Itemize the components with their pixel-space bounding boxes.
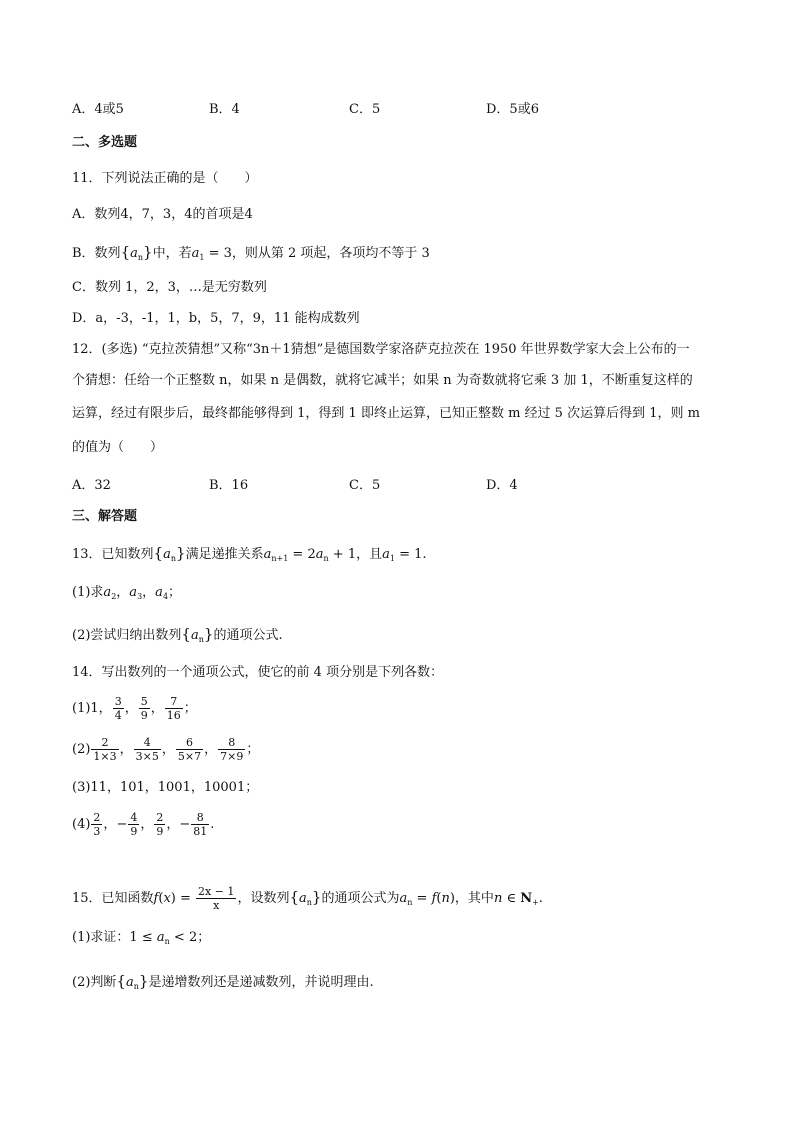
q14-part-1: (1)1， $\frac{3}{4}$ ， $\frac{5}{9}$ ， $\frac{7}{16}$ ；: [72, 695, 197, 722]
q12-option-a: A．32: [72, 478, 111, 493]
q15-pre: 15．已知函数: [72, 891, 154, 906]
q11-option-b: B．数列$\{a_n\}$中，若$a_1 = 3$，则从第 2 项起，各项均不等于 3: [72, 243, 430, 262]
q10-option-a: A．4或5: [72, 102, 124, 117]
frac-num: 3: [114, 695, 122, 708]
q15-p2-pre: (2)判断: [72, 975, 117, 990]
q12-option-b: B．16: [209, 478, 249, 493]
section-heading-multi-choice: 二、多选题: [72, 135, 138, 150]
q12-line-3: 运算，经过有限步后，最终都能够得到 1，得到 1 即终止运算，已知正整数 m 经过 5 次运算后得到 1，则 m: [72, 406, 700, 421]
q11-option-d: D．a，-3，-1，1，b，5，7，9，11 能构成数列: [72, 311, 360, 326]
q14-p1-frac-2: [139, 695, 150, 722]
q12-line-4: 的值为（ ）: [72, 440, 164, 455]
minus-sign: −: [116, 817, 128, 832]
q14-part-2: (2) $\frac{2}{1\times 3}$ ， $\frac{4}{3\times 5}$ ， $\frac{6}{5\times 7}$ ， $\frac{8}{7\times 9}$ ；: [72, 736, 260, 763]
q13-part-2: (2)尝试归纳出数列$\{a_n\}$的通项公式.: [72, 625, 283, 644]
q13-part-1: (1)求$a_2$，$a_3$，$a_4$；: [72, 585, 182, 601]
q14-part-4: (4) $\frac{2}{3}$ ，− $\frac{4}{9}$ ， $\frac{2}{9}$ ，− $\frac{8}{81}$ .: [72, 811, 215, 838]
frac-num: 2: [91, 736, 118, 750]
frac-num: 4: [130, 811, 138, 824]
frac-den: 1×3: [93, 750, 117, 763]
frac-den: 5×7: [177, 750, 202, 763]
q14-p4-frac-4: [191, 811, 209, 838]
frac-den: x: [213, 899, 220, 912]
q11-option-a: A．数列4，7，3，4的首项是4: [72, 207, 253, 222]
q12-option-c: C．5: [349, 478, 381, 493]
q14-p2-frac-2: [134, 736, 161, 763]
section-heading-solutions: 三、解答题: [72, 509, 138, 524]
q12-option-d: D．4: [486, 478, 518, 493]
q11-option-c: C．数列 1，2，3，…是无穷数列: [72, 280, 267, 295]
q14-p4-frac-3: [154, 811, 165, 838]
frac-num: 2: [93, 811, 101, 824]
q10-option-b: B．4: [209, 102, 240, 117]
frac-den: 3: [93, 825, 101, 838]
frac-den: 3×5: [135, 750, 159, 763]
frac-num: 4: [134, 736, 161, 750]
q15-p2-post: 是递增数列还是递减数列，并说明理由.: [148, 975, 374, 990]
frac-den: 81: [193, 825, 208, 838]
frac-num: 8: [218, 736, 245, 750]
q13-p2-post: 的通项公式.: [213, 628, 283, 643]
q12-options: [72, 477, 732, 495]
frac-num: 8: [191, 811, 209, 825]
q15-mid: ，设数列: [237, 891, 290, 906]
q11-b-mid: 中，若: [152, 246, 192, 261]
q15-part-1: (1)求证：$1 \le a_n < 2$；: [72, 930, 211, 946]
q14-p2-lead: (2): [72, 742, 91, 757]
q14-p2-frac-1: [91, 736, 118, 763]
q11-stem: 11．下列说法正确的是（ ）: [72, 171, 258, 186]
frac-num: 7: [165, 695, 183, 709]
q11-b-post: ，则从第 2 项起，各项均不等于 3: [231, 246, 430, 261]
q12-line-2: 个猜想：任给一个正整数 n，如果 n 是偶数，就将它减半；如果 n 为奇数就将它乘 3 加 1，不断重复这样的: [72, 373, 693, 388]
frac-den: 9: [156, 825, 164, 838]
q14-p2-frac-3: [176, 736, 203, 763]
frac-den: 16: [166, 709, 181, 722]
q14-p4-frac-1: [91, 811, 102, 838]
q14-part-3: (3)11，101，1001，10001；: [72, 780, 259, 795]
q13-p1-label: (1)求: [72, 585, 104, 600]
q13-mid: 满足递推关系: [185, 547, 264, 562]
q12-line-1: 12．(多选) “克拉茨猜想”又称“3n＋1猜想”是德国数学家洛萨克拉茨在 1950 年世界数学家大会上公布的一: [72, 342, 690, 357]
q13-pre: 13．已知数列: [72, 547, 154, 562]
q15-function-frac: [196, 885, 236, 912]
frac-num: 5: [140, 695, 148, 708]
q10-option-d: D．5或6: [486, 102, 539, 117]
q15-post: ，其中: [454, 891, 494, 906]
q14-p4-frac-2: [128, 811, 139, 838]
q14-p2-frac-4: [218, 736, 245, 763]
q14-p1-frac-1: [113, 695, 124, 722]
q14-p1-frac-3: [165, 695, 183, 722]
q10-options: [72, 101, 732, 119]
q13-mid2: ，且: [356, 547, 383, 562]
q15-part-2: (2)判断$\{a_n\}$是递增数列还是递减数列，并说明理由.: [72, 972, 374, 991]
frac-num: 2x − 1: [198, 885, 235, 898]
q15-mid2: 的通项公式为: [321, 891, 400, 906]
q10-option-c: C．5: [349, 102, 381, 117]
q15-stem: 15．已知函数f(x) = $\frac{2x - 1}{x}$ ，设数列$\{a_n\}$的通项公式为$a_n = f(n)$，其中n ∈ $N_+$.: [72, 885, 543, 912]
q13-p2-pre: (2)尝试归纳出数列: [72, 628, 182, 643]
frac-den: 4: [114, 709, 122, 722]
frac-den: 9: [140, 709, 148, 722]
frac-den: 9: [130, 825, 138, 838]
frac-den: 7×9: [220, 750, 244, 763]
frac-num: 6: [176, 736, 203, 750]
q14-p1-lead: (1)1，: [72, 701, 112, 716]
q14-stem: 14．写出数列的一个通项公式，使它的前 4 项分别是下列各数：: [72, 665, 444, 680]
minus-sign: −: [179, 817, 191, 832]
q11-b-pre: B．数列: [72, 246, 121, 261]
q15-p1-label: (1)求证：: [72, 930, 130, 945]
frac-num: 2: [156, 811, 164, 824]
q13-stem: 13．已知数列$\{a_n\}$满足递推关系$a_{n+1} = 2a_n + 1$，且$a_1 = 1$.: [72, 544, 427, 563]
q14-p4-lead: (4): [72, 817, 91, 832]
